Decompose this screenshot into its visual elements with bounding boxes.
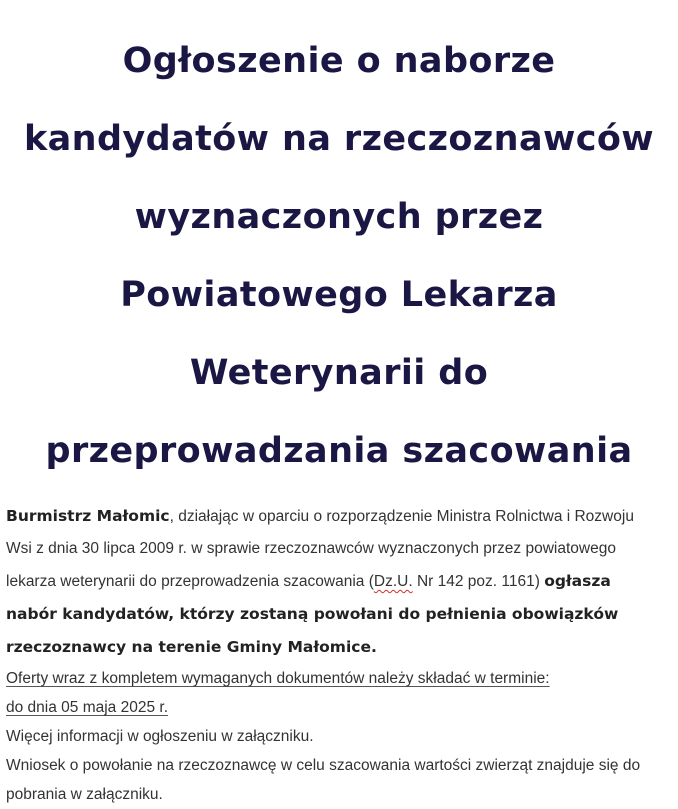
- intro-text-continued: Nr 142 poz. 1161): [412, 573, 545, 590]
- more-info-text: Więcej informacji w ogłoszeniu w załączniku.: [6, 728, 314, 745]
- title-line: Ogłoszenie o naborze: [122, 41, 556, 81]
- intro-text: , działając w oparciu o rozporządzenie Ministra Rolnictwa i Rozwoju Wsi z dnia 30 lipca 2009 r. w sprawie rzeczoznawców wyznaczonych przez powiatowego lekarza weterynarii do przeprowadzenia szacowania (: [6, 508, 634, 590]
- deadline-date: do dnia 05 maja 2025 r.: [6, 699, 169, 716]
- title-line: Powiatowego Lekarza: [120, 275, 558, 315]
- announcement-body: [6, 500, 656, 809]
- intro-paragraph: [6, 500, 656, 664]
- title-line: wyznaczonych przez: [134, 197, 544, 237]
- deadline-text: Oferty wraz z kompletem wymaganych dokumentów należy składać w terminie:: [6, 670, 550, 687]
- mayor-name: Burmistrz Małomic: [6, 507, 170, 525]
- deadline-paragraph: [6, 664, 656, 722]
- legal-abbreviation: Dz.U.: [373, 573, 413, 590]
- title-line: przeprowadzania szacowania: [45, 431, 633, 471]
- application-note: Wniosek o powołanie na rzeczoznawcę w celu szacowania wartości zwierząt znajduje się do pobrania w załączniku.: [6, 757, 641, 803]
- recruitment-announcement: ogłasza nabór kandydatów, którzy zostaną powołani do pełnienia obowiązków rzeczoznawcy na terenie Gminy Małomice.: [6, 572, 619, 656]
- title-line: Weterynarii do: [189, 353, 489, 393]
- title-line: kandydatów na rzeczoznawców: [23, 119, 655, 159]
